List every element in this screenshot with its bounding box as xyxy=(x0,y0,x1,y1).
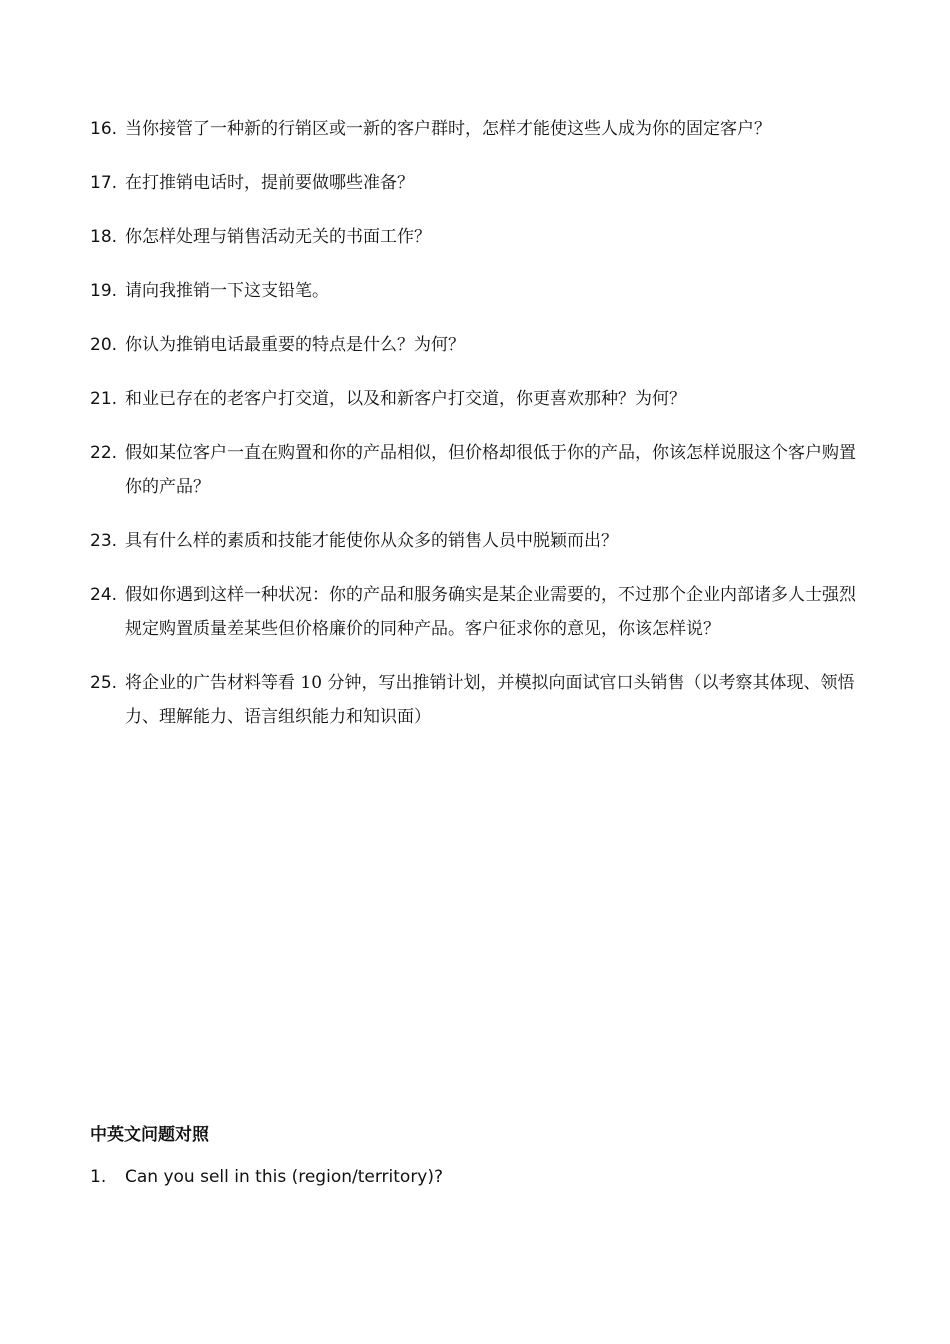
question-number: 21. xyxy=(90,389,118,409)
list-item xyxy=(90,578,860,646)
question-text: 你怎样处理与销售活动无关的书面工作？ xyxy=(125,227,431,247)
question-number: 16. xyxy=(90,119,118,139)
question-number: 22. xyxy=(90,443,118,463)
question-text: 在打推销电话时，提前要做哪些准备？ xyxy=(125,173,414,193)
question-text: 具有什么样的素质和技能才能使你从众多的销售人员中脱颖而出？ xyxy=(125,531,618,551)
list-item xyxy=(90,112,860,146)
section-title: 中英文问题对照 xyxy=(90,1125,209,1145)
question-list xyxy=(90,112,860,754)
list-item xyxy=(90,666,860,734)
question-text: 假如你遇到这样一种状况：你的产品和服务确实是某企业需要的，不过那个企业内部诸多人士强烈规定购置质量差某些但价格廉价的同种产品。客户征求你的意见，你该怎样说？ xyxy=(125,585,856,639)
list-item xyxy=(90,274,860,308)
list-item xyxy=(90,436,860,504)
question-number: 20. xyxy=(90,335,118,355)
question-text: 将企业的广告材料等看 10 分钟，写出推销计划，并模拟向面试官口头销售（以考察其体现、领悟力、理解能力、语言组织能力和知识面） xyxy=(125,673,855,727)
question-number: 23. xyxy=(90,531,118,551)
list-item xyxy=(90,328,860,362)
question-text: 你认为推销电话最重要的特点是什么？为何？ xyxy=(125,335,465,355)
question-number: 25. xyxy=(90,673,118,693)
question-number: 24. xyxy=(90,585,118,605)
question-text: 和业已存在的老客户打交道，以及和新客户打交道，你更喜欢那种？为何？ xyxy=(125,389,686,409)
question-number: 17. xyxy=(90,173,118,193)
list-item xyxy=(90,166,860,200)
question-number: 18. xyxy=(90,227,118,247)
list-item xyxy=(90,220,860,254)
question-text: 当你接管了一种新的行销区或一新的客户群时，怎样才能使这些人成为你的固定客户？ xyxy=(125,119,771,139)
question-text: 请向我推销一下这支铅笔。 xyxy=(125,281,329,301)
question-text: 假如某位客户一直在购置和你的产品相似，但价格却很低于你的产品，你该怎样说服这个客户购置你的产品？ xyxy=(125,443,856,497)
question-number: 1. xyxy=(90,1167,107,1187)
list-item xyxy=(90,1160,860,1194)
question-number: 19. xyxy=(90,281,118,301)
question-text: Can you sell in this (region/territory)? xyxy=(125,1167,444,1187)
english-question-list xyxy=(90,1160,860,1194)
list-item xyxy=(90,524,860,558)
list-item xyxy=(90,382,860,416)
